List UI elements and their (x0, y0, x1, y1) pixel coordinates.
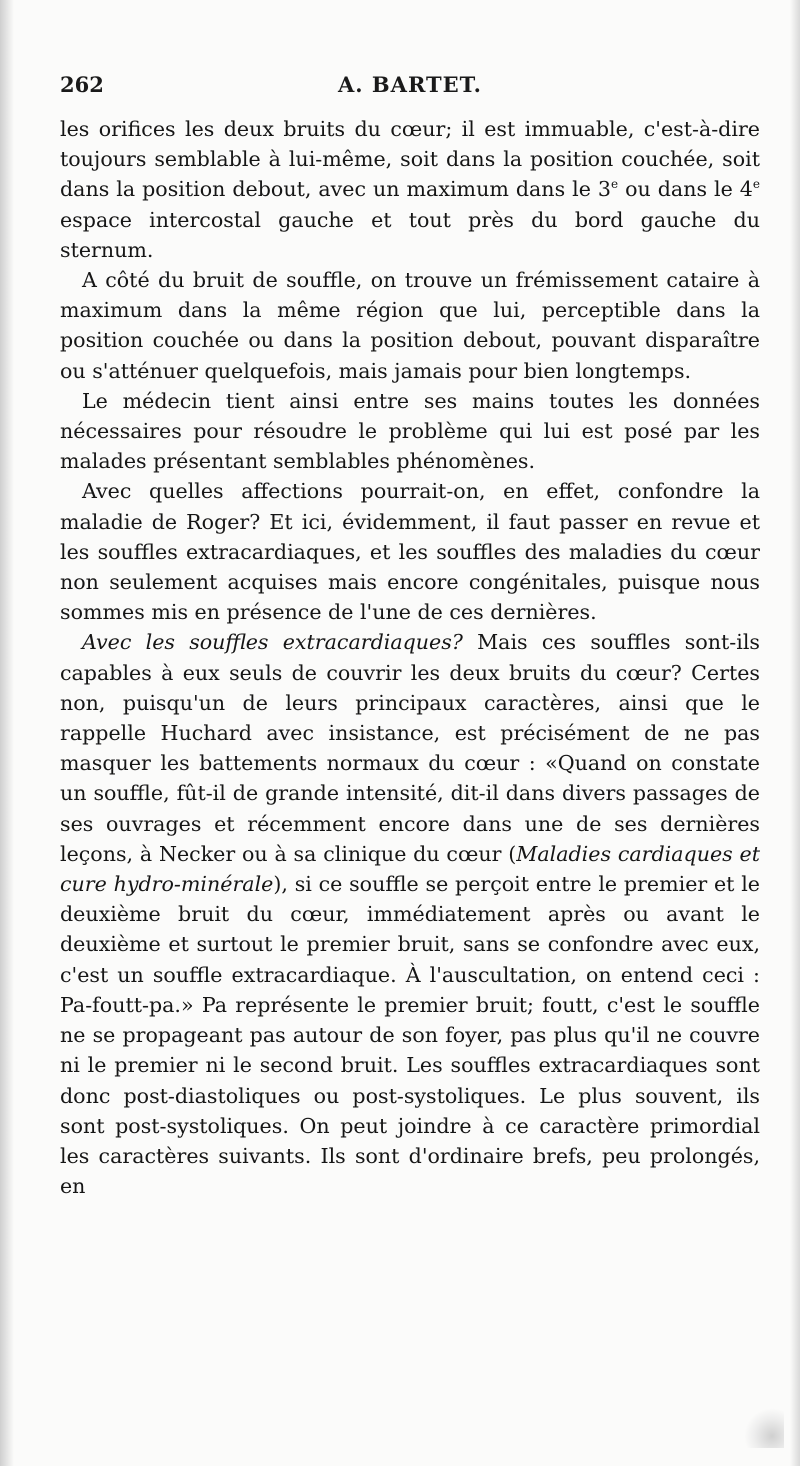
paragraph-5-text-b: ), si ce souffle se perçoit entre le premier et le deuxième bruit du cœur, immédiatement après ou avant le deuxième et surtout le premier bruit, sans se confondre avec eux, c'est un souffle extracardiaque. À l'auscultation, on entend ceci : Pa-foutt-pa.» Pa représente le premier bruit; foutt, c'est le souffle ne se propageant pas autour de son foyer, pas plus qu'il ne couvre ni le premier ni le second bruit. Les souffles extracardiaques sont donc post-diastoliques ou post-systoliques. Le plus souvent, ils sont post-systoliques. On peut joindre à ce caractère primordial les caractères suivants. Ils sont d'ordinaire brefs, peu prolongés, en (60, 872, 760, 1199)
scan-corner-smudge (744, 1408, 784, 1448)
ordinal-3: 3 (597, 177, 611, 202)
page-header (60, 72, 760, 106)
scan-shadow-right (790, 0, 800, 1466)
paragraph-1-mid: ou dans le (618, 177, 740, 202)
paragraph-4: Avec quelles affections pourrait-on, en effet, confondre la maladie de Roger? Et ici, évidemment, il faut passer en revue et les souffles extracardiaques, et les souffles des maladies du cœur non seulement acquises mais encore congénitales, puisque nous sommes mis en présence de l'une de ces dernières. (60, 479, 760, 625)
page-number: 262 (60, 72, 104, 97)
paragraph-3: Le médecin tient ainsi entre ses mains toutes les données nécessaires pour résoudre le problème qui lui est posé par les malades présentant semblables phénomènes. (60, 388, 760, 474)
paragraph-1-text: les orifices les deux bruits du cœur; il est immuable, c'est-à-dire toujours semblable à lui-même, soit dans la position couchée, soit dans la position debout, avec un maximum dans le (60, 117, 760, 202)
scan-shadow-left (0, 0, 14, 1466)
ordinal-3-sup: e (611, 177, 619, 192)
paragraph-2: A côté du bruit de souffle, on trouve un frémissement cataire à maximum dans la même région que lui, perceptible dans la position couchée ou dans la position debout, pouvant disparaître ou s'atténuer quelquefois, mais jamais pour bien longtemps. (60, 268, 760, 383)
paragraph-5-italic-lead: Avec les souffles extracardiaques? (82, 630, 463, 655)
paragraph-5-text-a: Mais ces souffles sont-ils capables à eux seuls de couvrir les deux bruits du cœur? Certes non, puisqu'un de leurs principaux caractères, ainsi que le rappelle Huchard avec insistance, est précisément de ne pas masquer les battements normaux du cœur : «Quand on constate un souffle, fût-il de grande intensité, dit-il dans divers passages de ses ouvrages et récemment encore dans une de ses dernières leçons, à Necker ou à sa clinique du cœur ( (60, 630, 760, 866)
paragraph-5-italic-title: Maladies cardiaques et cure hydro-minérale (60, 841, 760, 897)
paragraph-1-end: espace intercostal gauche et tout près du bord gauche du sternum. (60, 207, 760, 262)
paragraph-1 (60, 114, 760, 265)
running-head: A. BARTET. (338, 72, 482, 97)
ordinal-4-sup: e (752, 177, 761, 192)
body-text (60, 114, 760, 1201)
paragraph-5 (60, 627, 760, 1201)
ordinal-4: 4 (739, 177, 753, 202)
